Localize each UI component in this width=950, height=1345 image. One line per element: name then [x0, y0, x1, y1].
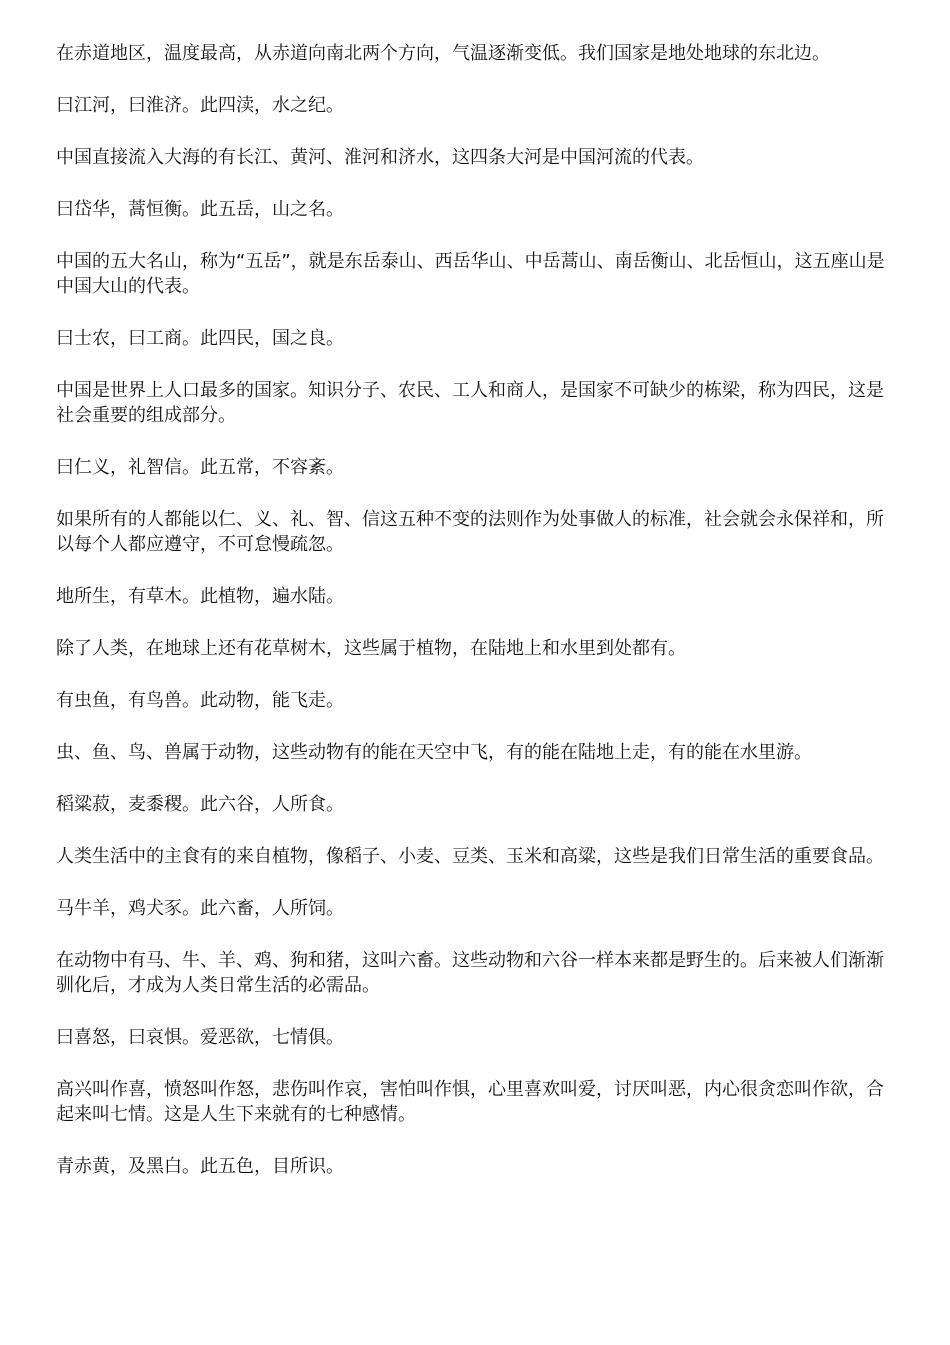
paragraph: 如果所有的人都能以仁、义、礼、智、信这五种不变的法则作为处事做人的标准，社会就会永保祥和，所以每个人都应遵守，不可怠慢疏忽。 — [56, 509, 884, 555]
paragraph: 在赤道地区，温度最高，从赤道向南北两个方向，气温逐渐变低。我们国家是地处地球的东北边。 — [56, 43, 830, 64]
paragraph: 中国是世界上人口最多的国家。知识分子、农民、工人和商人，是国家不可缺少的栋梁，称为四民，这是社会重要的组成部分。 — [56, 380, 884, 426]
paragraph: 虫、鱼、鸟、兽属于动物，这些动物有的能在天空中飞，有的能在陆地上走，有的能在水里游。 — [56, 742, 812, 763]
document-body — [56, 41, 898, 1206]
paragraph: 稻粱菽，麦黍稷。此六谷，人所食。 — [56, 794, 344, 815]
paragraph: 人类生活中的主食有的来自植物，像稻子、小麦、豆类、玉米和高粱，这些是我们日常生活的重要食品。 — [56, 846, 884, 867]
paragraph: 在动物中有马、牛、羊、鸡、狗和猪，这叫六畜。这些动物和六谷一样本来都是野生的。后来被人们渐渐驯化后，才成为人类日常生活的必需品。 — [56, 950, 884, 996]
paragraph: 马牛羊，鸡犬豕。此六畜，人所饲。 — [56, 898, 344, 919]
paragraph: 地所生，有草木。此植物，遍水陆。 — [56, 586, 344, 607]
paragraph: 中国直接流入大海的有长江、黄河、淮河和济水，这四条大河是中国河流的代表。 — [56, 147, 704, 168]
paragraph: 青赤黄，及黑白。此五色，目所识。 — [56, 1156, 344, 1177]
paragraph: 除了人类，在地球上还有花草树木，这些属于植物，在陆地上和水里到处都有。 — [56, 638, 686, 659]
paragraph: 中国的五大名山，称为“五岳”，就是东岳泰山、西岳华山、中岳蒿山、南岳衡山、北岳恒山，这五座山是中国大山的代表。 — [56, 251, 885, 297]
paragraph: 曰士农，曰工商。此四民，国之良。 — [56, 328, 344, 349]
paragraph: 曰岱华，蒿恒衡。此五岳，山之名。 — [56, 199, 344, 220]
paragraph: 曰喜怒，曰哀惧。爱恶欲，七情俱。 — [56, 1027, 344, 1048]
paragraph: 曰江河，曰淮济。此四渎，水之纪。 — [56, 95, 344, 116]
paragraph: 有虫鱼，有鸟兽。此动物，能飞走。 — [56, 690, 344, 711]
paragraph: 高兴叫作喜，愤怒叫作怒，悲伤叫作哀，害怕叫作惧，心里喜欢叫爱，讨厌叫恶，内心很贪恋叫作欲，合起来叫七情。这是人生下来就有的七种感情。 — [56, 1079, 884, 1125]
paragraph: 曰仁义，礼智信。此五常，不容紊。 — [56, 457, 344, 478]
